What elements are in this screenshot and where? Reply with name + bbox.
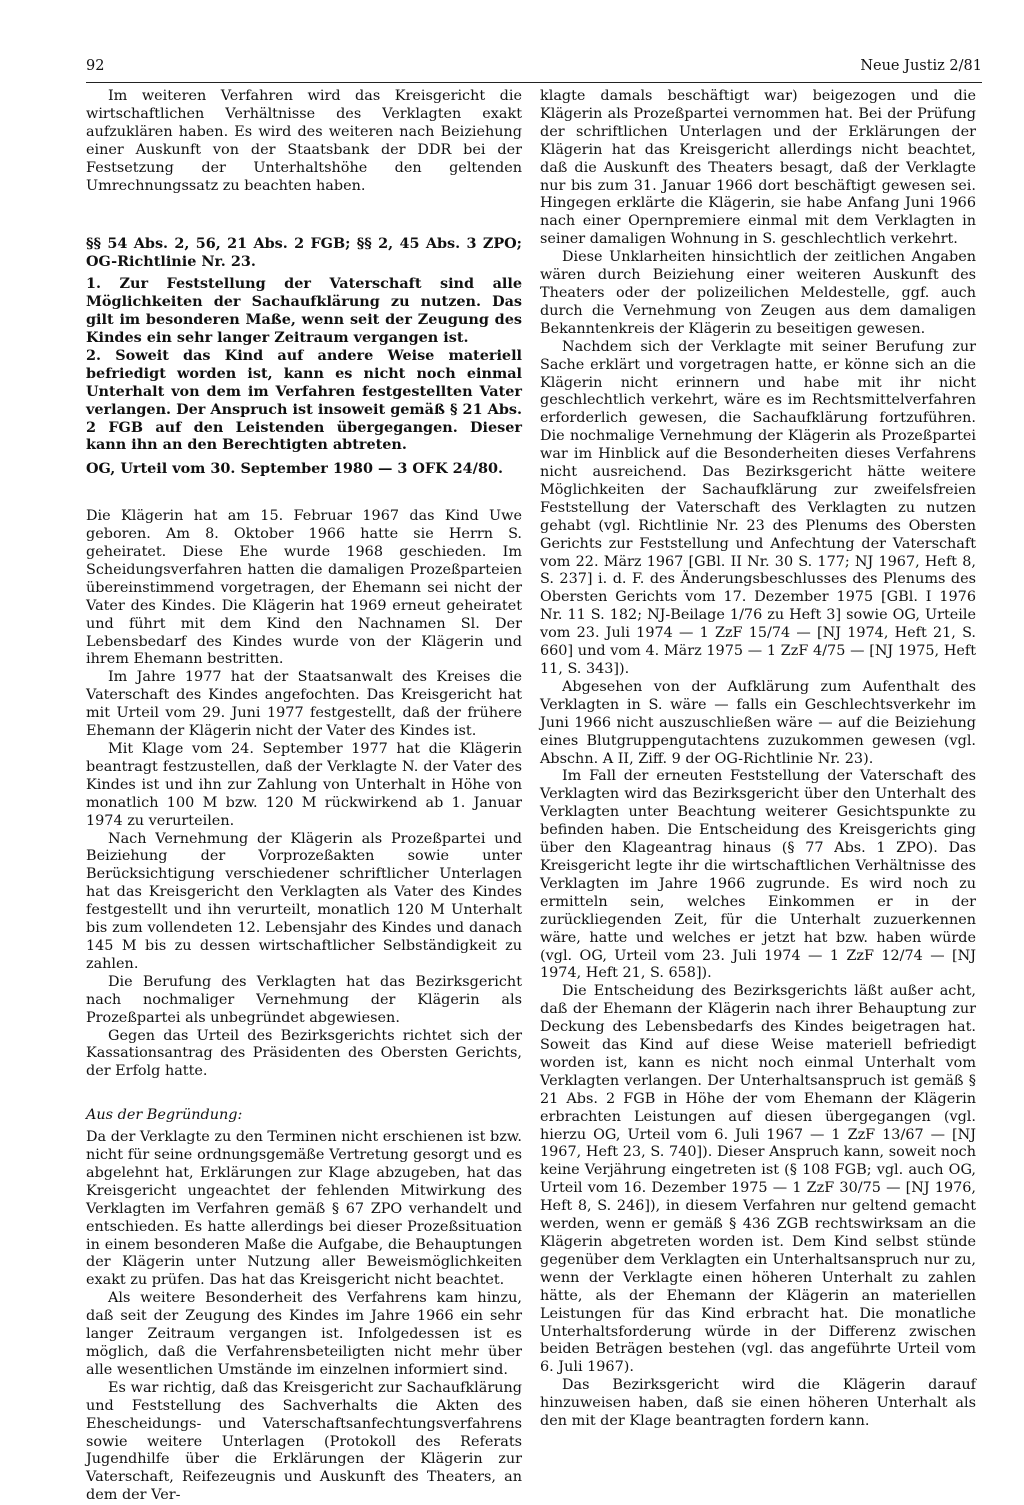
reasons-paragraph: Als weitere Besonderheit des Verfahrens kam hinzu, daß seit der Zeugung des Kindes im Jahre 1966 ein sehr langer Zeitraum vergangen ist. Infolgedessen ist es möglich, daß die Verfahrensbeteiligten nicht mehr über alle wesentlichen Umstände im einzelnen informiert sind. (86, 1290, 522, 1378)
case-citation: OG, Urteil vom 30. September 1980 — 3 OFK 24/80. (86, 460, 503, 478)
left-column (86, 88, 522, 1505)
facts-paragraph: Im Jahre 1977 hat der Staatsanwalt des Kreises die Vaterschaft des Kindes angefochten. Das Kreisgericht hat mit Urteil vom 29. Juni 1977 festgestellt, daß der frühere Ehemann der Klägerin nicht der Vater des Kindes ist. (86, 669, 522, 740)
body-paragraph: Abgesehen von der Aufklärung zum Aufenthalt des Verklagten in S. wäre — falls ein Geschlechtsverkehr im Juni 1966 nicht auszuschließen wäre — auf die Beiziehung eines Blutgruppengutachtens zuzukommen gewesen (vgl. Abschn. A II, Ziff. 9 der OG-Richtlinie Nr. 23). (540, 678, 976, 767)
reasons-paragraph: Es war richtig, daß das Kreisgericht zur Sachaufklärung und Feststellung des Sachverhalts die Akten des Ehescheidungs- und Vaterschaftsanfechtungsverfahrens sowie weitere Unterlagen (Protokoll des Referats Jugendhilfe über die Erklärungen der Klägerin zur Vaterschaft, Reifezeugnis und Auskunft des Theaters, an dem der Ver- (86, 1379, 522, 1504)
body-paragraph: klagte damals beschäftigt war) beigezogen und die Klägerin als Prozeßpartei vernommen hat. Bei der Prüfung der schriftlichen Unterlagen und der Erklärungen der Klägerin hat das Kreisgericht allerdings nicht beachtet, daß die Auskunft des Theaters besagt, daß der Verklagte nur bis zum 31. Januar 1966 dort beschäftigt gewesen sei. Hingegen erklärte die Klägerin, sie habe Anfang Juni 1966 nach einer Opernpremiere einmal mit dem Verklagten in seiner damaligen Wohnung in S. geschlechtlich verkehrt. (540, 88, 976, 248)
headnote-2: 2. Soweit das Kind auf andere Weise materiell befriedigt worden ist, kann es nicht noch einmal Unterhalt von dem im Verfahren festgestellten Vater verlangen. Der Anspruch ist insoweit gemäß § 21 Abs. 2 FGB auf den Leistenden übergegangen. Dieser kann ihn an den Berechtigten abtreten. (86, 346, 522, 454)
headnote-1: 1. Zur Feststellung der Vaterschaft sind alle Möglichkeiten der Sachaufklärung zu nutzen. Das gilt im besonderen Maße, wenn seit der Zeugung des Kindes ein sehr langer Zeitraum vergangen ist. (86, 275, 522, 346)
body-paragraph: Diese Unklarheiten hinsichtlich der zeitlichen Angaben wären durch Beiziehung einer weiteren Auskunft des Theaters oder der polizeilichen Meldestelle, ggf. auch durch die Vernehmung von Zeugen aus dem damaligen Bekanntenkreis der Klägerin zu beseitigen gewesen. (540, 249, 976, 337)
journal-issue: Neue Justiz 2/81 (860, 58, 982, 74)
body-paragraph: Im Fall der erneuten Feststellung der Vaterschaft des Verklagten wird das Bezirksgericht über den Unterhalt des Verklagten unter Beachtung weiterer Gesichtspunkte zu befinden haben. Die Entscheidung des Kreisgerichts ging über den Klageantrag hinaus (§ 77 Abs. 1 ZPO). Das Kreisgericht legte ihr die wirtschaftlichen Verhältnisse des Verklagten im Jahre 1966 zugrunde. Es wird noch zu ermitteln sein, welches Einkommen er in der zurückliegenden Zeit, für die Unterhalt zuzuerkennen wäre, hatte und welches er jetzt hat bzw. haben würde (vgl. OG, Urteil vom 23. Juli 1974 — 1 ZzF 12/74 — [NJ 1974, Heft 21, S. 658]). (540, 768, 976, 982)
facts-paragraph: Die Klägerin hat am 15. Februar 1967 das Kind Uwe geboren. Am 8. Oktober 1966 hatte sie Herrn S. geheiratet. Diese Ehe wurde 1968 geschieden. Im Scheidungsverfahren hatten die damaligen Prozeßparteien übereinstimmend vorgetragen, der Ehemann sei nicht der Vater des Kindes. Die Klägerin hat 1969 erneut geheiratet und führt mit dem Kind den Nachnamen Sl. Der Lebensbedarf des Kindes wurde von der Klägerin und ihrem Ehemann bestritten. (86, 508, 522, 668)
body-paragraph: Das Bezirksgericht wird die Klägerin darauf hinzuweisen haben, daß sie einen höheren Unterhalt als den mit der Klage beantragten fordern kann. (540, 1377, 976, 1430)
intro-paragraph: Im weiteren Verfahren wird das Kreisgericht die wirtschaftlichen Verhältnisse des Verklagten exakt aufzuklären haben. Es wird des weiteren nach Beiziehung einer Auskunft von der Staatsbank der DDR bei der Festsetzung der Unterhaltshöhe den geltenden Umrechnungssatz zu beachten haben. (86, 88, 522, 194)
facts-paragraph: Die Berufung des Verklagten hat das Bezirksgericht nach nochmaliger Vernehmung der Klägerin als Prozeßpartei als unbegründet abgewiesen. (86, 973, 522, 1026)
facts-paragraph: Gegen das Urteil des Bezirksgerichts richtet sich der Kassationsantrag des Präsidenten des Obersten Gerichts, der Erfolg hatte. (86, 1027, 522, 1080)
header-rule (86, 82, 982, 83)
legal-norms: §§ 54 Abs. 2, 56, 21 Abs. 2 FGB; §§ 2, 45 Abs. 3 ZPO; OG-Richtlinie Nr. 23. (86, 235, 522, 271)
reasons-heading: Aus der Begründung: (86, 1107, 243, 1124)
page-number: 92 (86, 58, 105, 74)
body-paragraph: Nachdem sich der Verklagte mit seiner Berufung zur Sache erklärt und vorgetragen hatte, er könne sich an die Klägerin nicht erinnern und habe mit ihr nicht geschlechtlich verkehrt, wäre es im Rechtsmittelverfahren erforderlich gewesen, die Sachaufklärung fortzuführen. Die nochmalige Vernehmung der Klägerin als Prozeßpartei war im Hinblick auf die Besonderheiten dieses Verfahrens nicht ausreichend. Das Bezirksgericht hätte weitere Möglichkeiten der Sachaufklärung zur zweifelsfreien Feststellung der Vaterschaft des Verklagten zu nutzen gehabt (vgl. Richtlinie Nr. 23 des Plenums des Obersten Gerichts zur Feststellung und Anfechtung der Vaterschaft vom 22. März 1967 [GBl. II Nr. 30 S. 177; NJ 1967, Heft 8, S. 237] i. d. F. des Änderungsbeschlusses des Plenums des Obersten Gerichts vom 17. Dezember 1975 [GBl. I 1976 Nr. 11 S. 182; NJ-Beilage 1/76 zu Heft 3] sowie OG, Urteile vom 23. Juli 1974 — 1 ZzF 15/74 — [NJ 1974, Heft 21, S. 660] und vom 4. März 1975 — 1 ZzF 4/75 — [NJ 1975, Heft 11, S. 343]). (540, 338, 976, 677)
reasons-paragraph: Da der Verklagte zu den Terminen nicht erschienen ist bzw. nicht für seine ordnungsgemäße Vertretung gesorgt und es abgelehnt hat, Erklärungen zur Klage abzugeben, hat das Kreisgericht ungeachtet der fehlenden Mitwirkung des Verklagten im Verfahren gemäß § 67 ZPO verhandelt und entschieden. Es hatte allerdings bei dieser Prozeßsituation in einem besonderen Maße die Aufgabe, die Behauptungen der Klägerin unter Nutzung aller Beweismöglichkeiten exakt zu prüfen. Das hat das Kreisgericht nicht beachtet. (86, 1129, 522, 1289)
body-paragraph: Die Entscheidung des Bezirksgerichts läßt außer acht, daß der Ehemann der Klägerin nach ihrer Behauptung zur Deckung des Lebensbedarfs des Kindes beigetragen hat. Soweit das Kind auf diese Weise materiell befriedigt worden ist, kann es nicht noch einmal Unterhalt vom Verklagten verlangen. Der Unterhaltsanspruch ist gemäß § 21 Abs. 2 FGB in Höhe der vom Ehemann der Klägerin erbrachten Leistungen auf diesen übergegangen (vgl. hierzu OG, Urteil vom 6. Juli 1967 — 1 ZzF 13/67 — [NJ 1967, Heft 23, S. 740]). Dieser Anspruch kann, soweit noch keine Verjährung eingetreten ist (§ 108 FGB; vgl. auch OG, Urteil vom 16. Dezember 1975 — 1 ZzF 30/75 — [NJ 1976, Heft 8, S. 246]), in diesem Verfahren nur geltend gemacht werden, wenn er gemäß § 436 ZGB rechtswirksam an die Klägerin abgetreten worden ist. Dem Kind selbst stünde gegenüber dem Verklagten ein Unterhaltsanspruch nur zu, wenn der Verklagte einen höheren Unterhalt zu zahlen hätte, als der Ehemann der Klägerin an materiellen Leistungen für das Kind erbracht hat. Die monatliche Unterhaltsforderung würde in der Differenz zwischen beiden Beträgen bestehen (vgl. das angeführte Urteil vom 6. Juli 1967). (540, 983, 976, 1376)
right-column (540, 88, 976, 1431)
page-header (86, 58, 982, 82)
facts-paragraph: Nach Vernehmung der Klägerin als Prozeßpartei und Beiziehung der Vorprozeßakten sowie unter Berücksichtigung verschiedener schriftlicher Unterlagen hat das Kreisgericht den Verklagten als Vater des Kindes festgestellt und ihn verurteilt, monatlich 120 M Unterhalt bis zum vollendeten 12. Lebensjahr des Kindes und danach 145 M bis zu dessen wirtschaftlicher Selbständigkeit zu zahlen. (86, 830, 522, 972)
facts-paragraph: Mit Klage vom 24. September 1977 hat die Klägerin beantragt festzustellen, daß der Verklagte N. der Vater des Kindes ist und ihn zur Zahlung von Unterhalt in Höhe von monatlich 100 M bzw. 120 M rückwirkend ab 1. Januar 1974 zu verurteilen. (86, 741, 522, 829)
